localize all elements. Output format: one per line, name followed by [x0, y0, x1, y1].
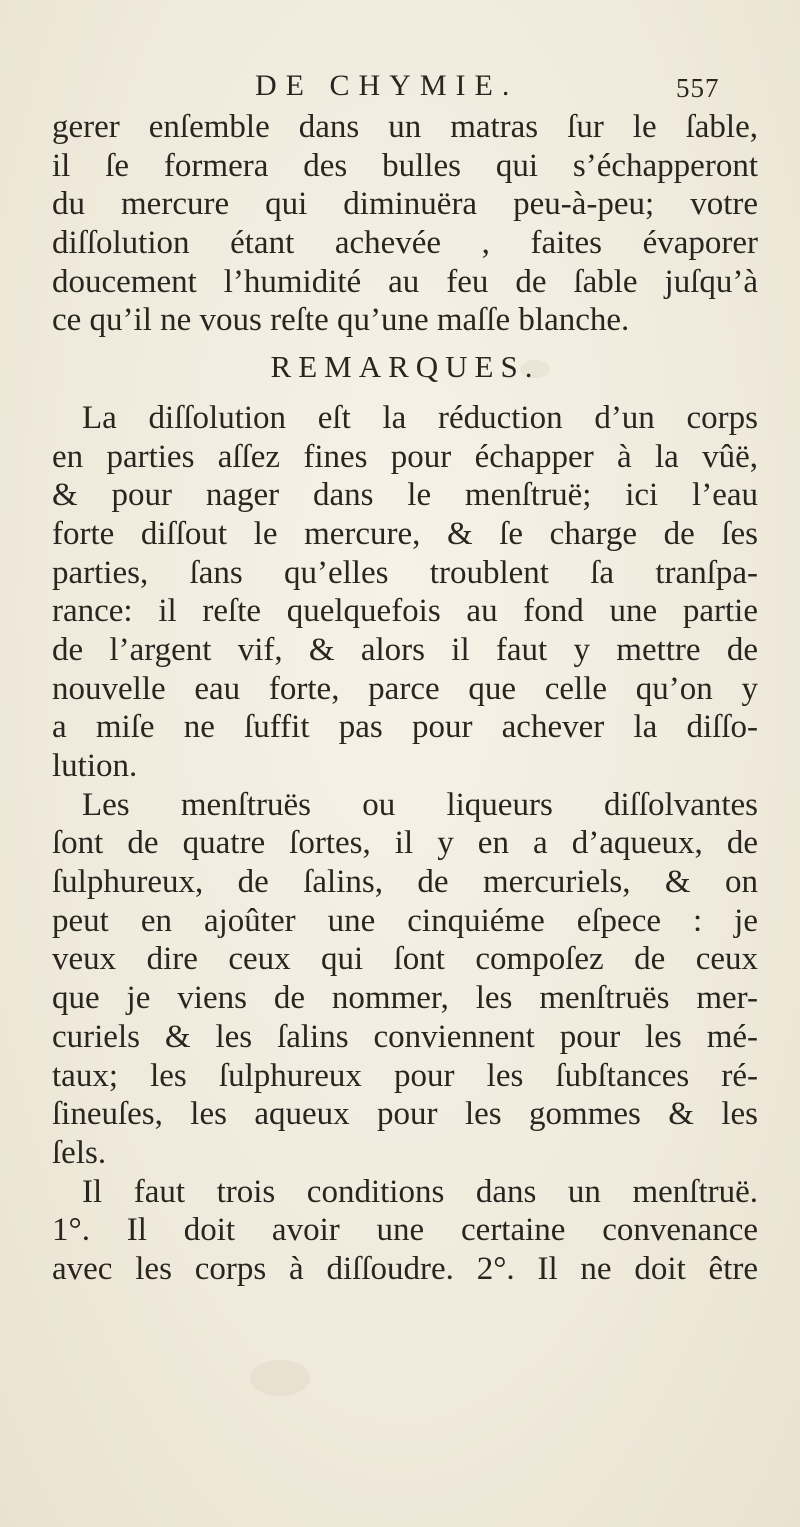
- text-line: diſſolution étant achevée , faites évaporer: [52, 225, 758, 262]
- text-line: du mercure qui diminuëra peu-à-peu; votre: [52, 186, 758, 223]
- text-line: lution.: [52, 748, 138, 784]
- text-line: ſulphureux, de ſalins, de mercuriels, & on: [52, 864, 758, 901]
- text-line: Il faut trois conditions dans un menſtruë.: [82, 1173, 758, 1210]
- text-line: ſineuſes, les aqueux pour les gommes & les: [52, 1096, 758, 1133]
- text-line: forte diſſout le mercure, & ſe charge de ſes: [52, 515, 758, 552]
- text-line: doucement l’humidité au feu de ſable juſqu’à: [52, 263, 758, 300]
- text-line: veux dire ceux qui ſont compoſez de ceux: [52, 941, 758, 978]
- text-line: en parties aſſez fines pour échapper à la vûë,: [52, 438, 758, 475]
- text-line: gerer enſemble dans un matras ſur le ſable,: [52, 109, 758, 145]
- text-line: ſels.: [52, 1134, 107, 1171]
- text-line: ce qu’il ne vous reſte qu’une maſſe blanche.: [52, 302, 630, 339]
- text-line: ſont de quatre ſortes, il y en a d’aqueux, de: [52, 825, 758, 862]
- text-line: peut en ajoûter une cinquiéme eſpece : je: [52, 902, 758, 939]
- text-line: La diſſolution eſt la réduction d’un corps: [82, 399, 758, 436]
- text-line: & pour nager dans le menſtruë; ici l’eau: [52, 477, 758, 514]
- text-line: avec les corps à diſſoudre. 2°. Il ne doit être: [52, 1250, 758, 1287]
- text-line: rance: il reſte quelquefois au fond une partie: [52, 593, 758, 630]
- text-line: a miſe ne ſuffit pas pour achever la diſſo-: [52, 709, 758, 746]
- text-line: curiels & les ſalins conviennent pour les mé-: [52, 1018, 758, 1055]
- text-line: nouvelle eau forte, parce que celle qu’on y: [52, 670, 758, 707]
- paper-stain: [250, 1360, 310, 1396]
- running-head-title: DE CHYMIE.: [255, 69, 519, 102]
- text-line: parties, ſans qu’elles troublent ſa tranſpa-: [52, 554, 758, 591]
- running-head: [0, 68, 800, 108]
- text-line: Les menſtruës ou liqueurs diſſolvantes: [82, 786, 758, 823]
- section-heading: REMARQUES.: [270, 349, 540, 385]
- text-line: 1°. Il doit avoir une certaine convenance: [52, 1212, 758, 1249]
- text-line: taux; les ſulphureux pour les ſubſtances ré-: [52, 1057, 758, 1094]
- text-line: que je viens de nommer, les menſtruës mer-: [52, 980, 758, 1017]
- text-line: de l’argent vif, & alors il faut y mettre de: [52, 631, 758, 668]
- text-line: il ſe formera des bulles qui s’échapperont: [52, 147, 758, 184]
- body-text: [52, 108, 758, 1289]
- page-number: 557: [676, 73, 720, 103]
